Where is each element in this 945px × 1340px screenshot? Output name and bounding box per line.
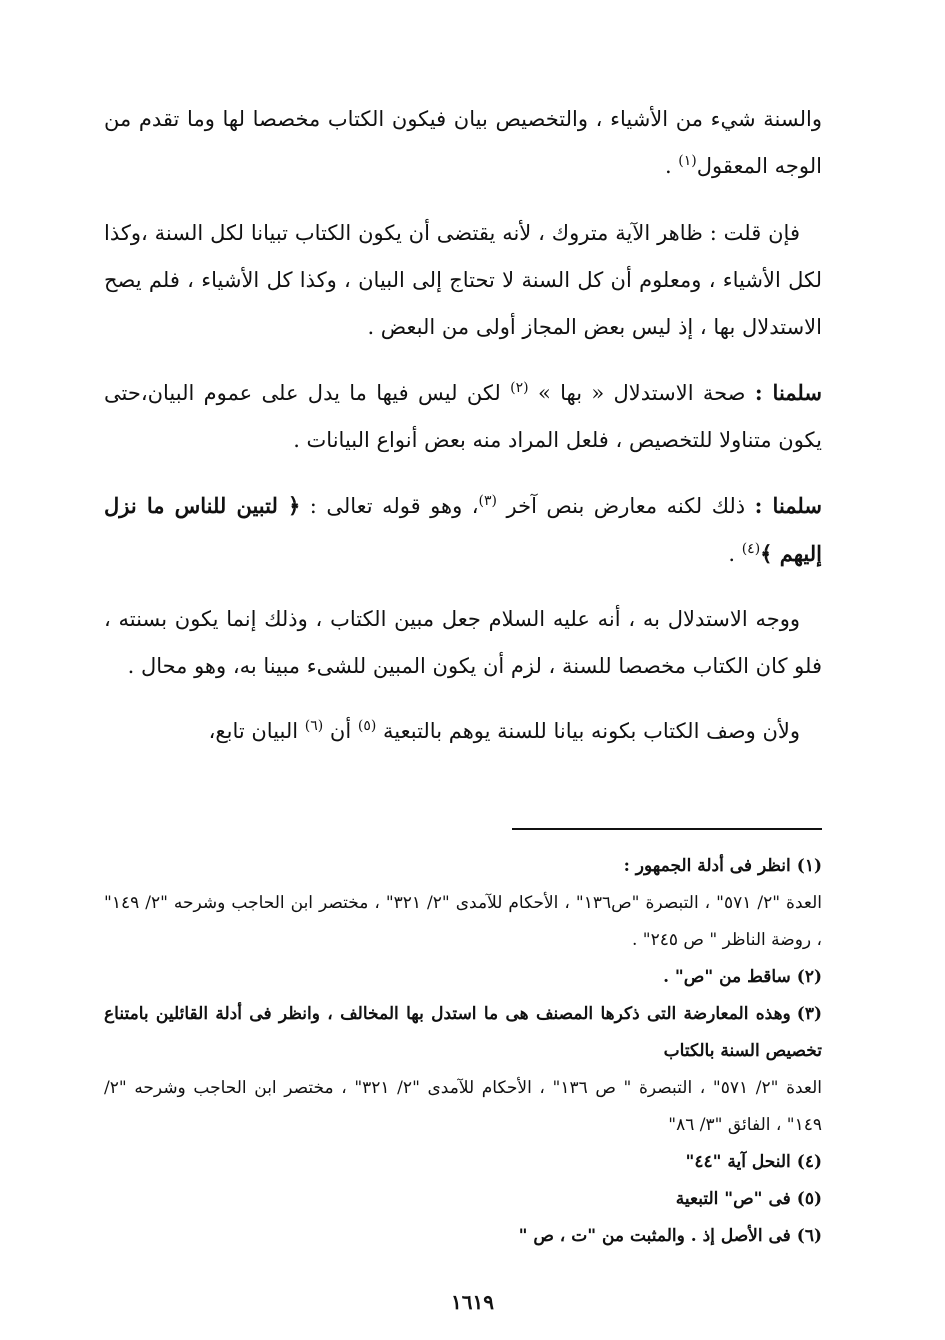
footnote-6	[104, 1218, 822, 1255]
footnote-ref-3: (٣)	[478, 493, 497, 509]
footnote-text: انظر فى أدلة الجمهور :	[623, 856, 791, 876]
footnote-5	[104, 1181, 822, 1218]
paragraph-3-lead: سلمنا :	[754, 380, 822, 405]
footnote-separator	[512, 828, 822, 830]
footnote-ref-6: (٦)	[304, 718, 324, 734]
footnote-ref-4: (٤)	[741, 541, 761, 557]
paragraph-3-text-a: صحة الاستدلال « بها »	[528, 381, 755, 405]
footnote-ref-5: (٥)	[357, 718, 377, 734]
paragraph-6-text-c: البيان تابع،	[208, 719, 305, 743]
paragraph-6-text-a: ولأن وصف الكتاب بكونه بيانا للسنة يوهم بالتبعية	[376, 719, 800, 743]
paragraph-4	[104, 482, 822, 578]
paragraph-6-text-b: أن	[323, 719, 358, 743]
footnote-number: (١)	[796, 856, 822, 876]
paragraph-1-end: .	[664, 154, 679, 178]
quran-verse: ﴿ لتبين للناس ما نزل إليهم ﴾	[104, 493, 822, 566]
footnote-number: (٣)	[796, 1004, 822, 1024]
footnote-number: (٤)	[796, 1152, 822, 1172]
footnote-number: (٢)	[796, 967, 822, 987]
paragraph-4-end: .	[728, 542, 742, 566]
paragraph-5: ووجه الاستدلال به ، أنه عليه السلام جعل مبين الكتاب ، وذلك إنما يكون بسنته ، فلو كان الكتاب مخصصا للسنة ، لزم أن يكون المبين للشىء مبينا به، وهو محال .	[104, 607, 822, 678]
footnote-2	[104, 959, 822, 996]
footnote-1	[104, 848, 822, 885]
footnote-3	[104, 996, 822, 1070]
footnote-4	[104, 1144, 822, 1181]
paragraph-4-text-b: ، وهو قوله تعالى :	[300, 494, 479, 518]
paragraph-1	[104, 96, 822, 190]
paragraph-4-lead: سلمنا :	[754, 493, 822, 518]
page-number: ١٦١٩	[451, 1290, 494, 1314]
footnote-number: (٦)	[796, 1226, 822, 1246]
paragraph-2: فإن قلت : ظاهر الآية متروك ، لأنه يقتضى أن يكون الكتاب تبيانا لكل السنة ،وكذا لكل الأشياء ، ومعلوم أن كل السنة لا تحتاج إلى البيان ، وكذا كل الأشياء ، فلم يصح الاستدلال بها ، إذ ليس بعض المجاز أولى من البعض .	[104, 221, 822, 339]
footnote-number: (٥)	[796, 1189, 822, 1209]
footnote-text: فى "ص" التبعية	[675, 1189, 791, 1209]
footnote-text: النحل آية "٤٤"	[685, 1152, 791, 1172]
paragraph-1-text: والسنة شيء من الأشياء ، والتخصيص بيان فيكون الكتاب مخصصا لها وما تقدم من الوجه المعقول	[104, 107, 822, 178]
paragraph-6	[104, 708, 822, 755]
paragraph-4-text-a: ذلك لكنه معارض بنص آخر	[497, 494, 755, 518]
footnote-text: وهذه المعارضة التى ذكرها المصنف هى ما استدل بها المخالف ، وانظر فى أدلة القائلين بامتناع تخصيص السنة بالكتاب	[104, 1004, 822, 1061]
footnote-text: فى الأصل إذ . والمثبت من "ت ، ص "	[518, 1226, 791, 1246]
footnotes-section	[104, 848, 822, 1255]
footnote-ref-1: (١)	[678, 153, 697, 169]
footnote-text: ساقط من "ص" .	[663, 967, 791, 987]
paragraph-3-text-b: لكن ليس فيها ما يدل على عموم البيان،حتى يكون متناولا للتخصيص ، فلعل المراد منه بعض أنواع البيانات .	[104, 381, 822, 452]
footnote-1-citation: العدة "٢/ ٥٧١" ، التبصرة "ص١٣٦" ، الأحكام للآمدى "٢/ ٣٢١" ، مختصر ابن الحاجب وشرحه "٢/ ١٤٩" ، روضة الناظر " ص ٢٤٥" .	[104, 893, 822, 950]
footnote-ref-2: (٢)	[510, 380, 529, 396]
main-text	[104, 96, 822, 773]
footnote-3-citation: العدة "٢/ ٥٧١" ، التبصرة " ص ١٣٦" ، الأحكام للآمدى "٢/ ٣٢١" ، مختصر ابن الحاجب وشرحه "٢/ ١٤٩" ، الفائق "٣/ ٨٦"	[104, 1078, 822, 1135]
paragraph-3	[104, 369, 822, 464]
